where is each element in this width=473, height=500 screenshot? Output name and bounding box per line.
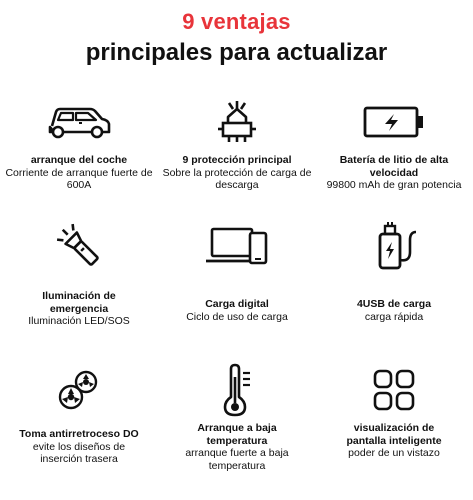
feature-desc: carga rápida (364, 310, 424, 323)
feature-desc: Corriente de arranque fuerte de 600A (5, 166, 153, 191)
feature-desc: poder de un vistazo (348, 447, 440, 459)
flashlight-icon (0, 216, 158, 276)
car-icon (0, 92, 158, 152)
feature-desc: arranque fuerte a baja temperatura (185, 447, 289, 472)
feature-car-start (0, 92, 158, 202)
battery-icon (315, 92, 473, 152)
chip-protection-icon (158, 92, 316, 152)
feature-low-temp-start (158, 360, 316, 485)
feature-title: arranque del coche (30, 154, 128, 166)
devices-icon (158, 216, 316, 276)
feature-battery (315, 92, 473, 202)
feature-usb-charging (315, 216, 473, 336)
feature-desc: Sobre la protección de carga de descarga (162, 166, 312, 191)
feature-anti-reverse (0, 360, 158, 485)
feature-protection (158, 92, 316, 202)
headline-red: 9 ventajas (182, 9, 291, 34)
feature-title: Toma antirretroceso DO (19, 428, 139, 440)
anti-reverse-icon (0, 360, 158, 420)
feature-desc: Iluminación LED/SOS (28, 315, 130, 327)
feature-desc: evite los diseños de inserción trasera (32, 440, 126, 465)
thermometer-icon (158, 360, 316, 420)
feature-emergency-light (0, 216, 158, 336)
headline-black: principales para actualizar (85, 39, 388, 66)
feature-digital-charging (158, 216, 316, 336)
feature-title: Iluminación de emergencia (42, 290, 116, 315)
feature-smart-display (315, 360, 473, 485)
feature-desc: 99800 mAh de gran potencia (326, 179, 462, 191)
feature-title: Carga digital (205, 298, 269, 310)
grid-display-icon (315, 360, 473, 420)
feature-title: 9 protección principal (182, 154, 292, 166)
feature-title: 4USB de carga (356, 298, 432, 310)
feature-title: visualización de pantalla inteligente (346, 422, 442, 447)
usb-charger-icon (315, 216, 473, 276)
feature-title: Arranque a baja temperatura (197, 422, 277, 447)
feature-desc: Ciclo de uso de carga (186, 310, 288, 323)
feature-title: Batería de litio de alta velocidad (339, 154, 449, 179)
